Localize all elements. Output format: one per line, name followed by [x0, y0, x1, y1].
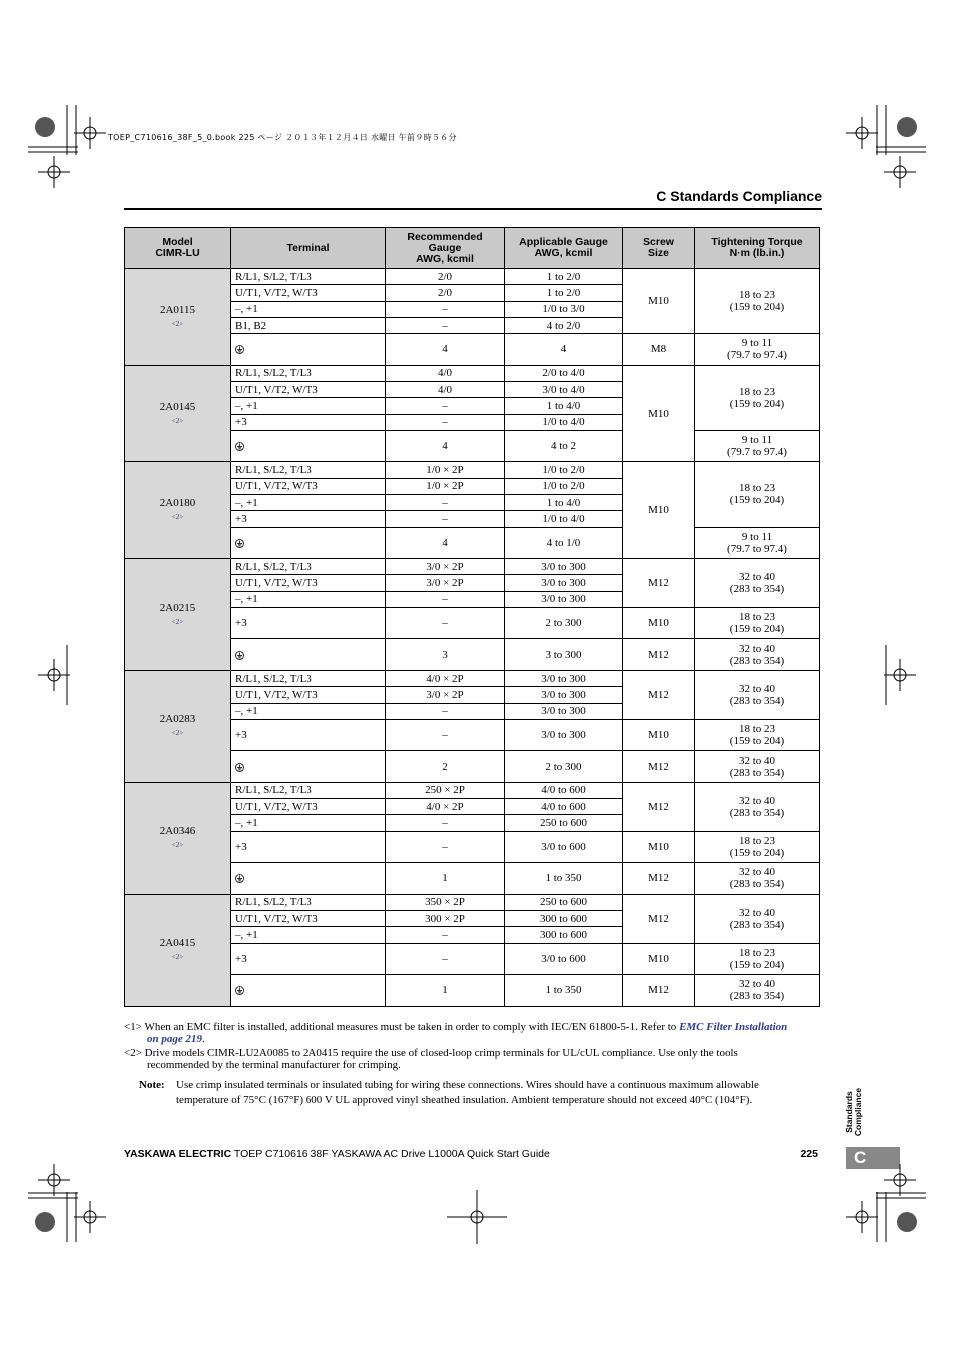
recommended-gauge-cell: – — [386, 398, 505, 414]
terminal-header-text: Terminal — [286, 241, 330, 254]
terminal-cell: U/T1, V/T2, W/T3 — [231, 687, 386, 703]
recommended-gauge-cell: – — [386, 943, 505, 975]
terminal-cell: R/L1, S/L2, T/L3 — [231, 894, 386, 910]
recommended-gauge-cell: 4 — [386, 527, 505, 559]
applicable-gauge-cell: 1 to 4/0 — [505, 494, 623, 510]
applicable-gauge-cell: 300 to 600 — [505, 927, 623, 943]
terminal-cell: –, +1 — [231, 703, 386, 719]
recommended-gauge-cell: 4/0 — [386, 365, 505, 381]
tightening-torque-cell: 32 to 40 (283 to 354) — [695, 975, 820, 1007]
torque-header-text: Tightening Torque N·m (lb.in.) — [711, 236, 803, 259]
recommended-gauge-cell: – — [386, 831, 505, 863]
recommended-gauge-cell: – — [386, 927, 505, 943]
tightening-torque-cell: 32 to 40 (283 to 354) — [695, 751, 820, 783]
terminal-cell: R/L1, S/L2, T/L3 — [231, 462, 386, 478]
applicable-gauge-cell: 1 to 4/0 — [505, 398, 623, 414]
terminal-cell: –, +1 — [231, 494, 386, 510]
footnote-2: <2> Drive models CIMR-LU2A0085 to 2A0415 require the use of closed-loop crimp terminals for UL/cUL compliance. Use only the tools recommended by the terminal manufacturer for crimping. — [124, 1047, 738, 1071]
screw-size-cell: M10 — [623, 831, 695, 863]
recommended-gauge-cell: 3/0 × 2P — [386, 559, 505, 575]
terminal-cell: R/L1, S/L2, T/L3 — [231, 365, 386, 381]
recommended-gauge-cell: 4/0 × 2P — [386, 670, 505, 686]
applicable-gauge-cell: 3/0 to 300 — [505, 670, 623, 686]
file-info-header: TOEP_C710616_38F_5_0.book 225 ページ ２０１３年１２月４日 水曜日 午前９時５６分 — [108, 133, 457, 142]
applicable-gauge-cell: 4 — [505, 334, 623, 366]
screw-size-cell: M12 — [623, 782, 695, 831]
applicable-gauge-cell: 1 to 2/0 — [505, 285, 623, 301]
recommended-header-text: Recommended Gauge AWG, kcmil — [407, 230, 483, 265]
emc-filter-link[interactable]: EMC Filter Installation on page 219 — [147, 1021, 788, 1045]
applicable-gauge-cell: 3/0 to 300 — [505, 687, 623, 703]
recommended-gauge-cell: 250 × 2P — [386, 782, 505, 798]
terminal-cell: U/T1, V/T2, W/T3 — [231, 285, 386, 301]
applicable-gauge-cell: 3/0 to 300 — [505, 575, 623, 591]
screw-size-cell: M12 — [623, 863, 695, 895]
tightening-torque-cell: 18 to 23 (159 to 204) — [695, 719, 820, 751]
footnote-ref-link[interactable]: <2> — [171, 319, 184, 328]
footnote-ref-link[interactable]: <2> — [171, 841, 184, 850]
tightening-torque-cell: 32 to 40 (283 to 354) — [695, 639, 820, 671]
applicable-gauge-cell: 2/0 to 4/0 — [505, 365, 623, 381]
model-header-text: Model CIMR-LU — [155, 236, 200, 259]
screw-size-cell: M10 — [623, 719, 695, 751]
applicable-gauge-cell: 3/0 to 600 — [505, 943, 623, 975]
terminal-cell: +3 — [231, 511, 386, 527]
terminal-cell: U/T1, V/T2, W/T3 — [231, 911, 386, 927]
terminal-cell: R/L1, S/L2, T/L3 — [231, 269, 386, 285]
terminal-cell: U/T1, V/T2, W/T3 — [231, 478, 386, 494]
recommended-gauge-cell: 2/0 — [386, 269, 505, 285]
terminal-cell: –, +1 — [231, 815, 386, 831]
terminal-cell: U/T1, V/T2, W/T3 — [231, 799, 386, 815]
applicable-gauge-cell: 4 to 2 — [505, 430, 623, 462]
recommended-gauge-cell: – — [386, 414, 505, 430]
side-tab-text: Standards Compliance — [844, 1087, 863, 1137]
applicable-gauge-cell: 1/0 to 2/0 — [505, 478, 623, 494]
recommended-gauge-cell: 1/0 × 2P — [386, 478, 505, 494]
screw-size-cell: M10 — [623, 462, 695, 559]
tightening-torque-cell: 18 to 23 (159 to 204) — [695, 831, 820, 863]
screw-size-cell: M10 — [623, 943, 695, 975]
terminal-cell: –, +1 — [231, 927, 386, 943]
recommended-gauge-cell: 350 × 2P — [386, 894, 505, 910]
screw-header-text: Screw Size — [643, 236, 674, 259]
screw-size-cell: M12 — [623, 670, 695, 719]
footnote-ref-link[interactable]: <2> — [171, 729, 184, 738]
recommended-gauge-cell: 3 — [386, 639, 505, 671]
tightening-torque-cell: 18 to 23 (159 to 204) — [695, 365, 820, 430]
screw-size-cell: M12 — [623, 751, 695, 783]
page-number: 225 — [800, 1148, 818, 1160]
model-number: 2A0145 — [159, 400, 196, 413]
tightening-torque-cell: 9 to 11 (79.7 to 97.4) — [695, 334, 820, 366]
screw-size-cell: M12 — [623, 559, 695, 608]
tightening-torque-cell: 9 to 11 (79.7 to 97.4) — [695, 430, 820, 462]
applicable-gauge-cell: 3/0 to 600 — [505, 831, 623, 863]
recommended-gauge-cell: – — [386, 719, 505, 751]
model-number: 2A0283 — [159, 713, 196, 726]
note-text: Use crimp insulated terminals or insulated tubing for wiring these connections. Wires should have a continuous maximum allowable temperature of 75°C (167°F) 600 V UL approved vinyl sheathed insulation. Ambient temperature should not exceed 40°C (104°F). — [176, 1079, 759, 1106]
terminal-cell: +3 — [231, 719, 386, 751]
recommended-gauge-cell: 2/0 — [386, 285, 505, 301]
applicable-gauge-cell: 1 to 350 — [505, 975, 623, 1007]
applicable-gauge-cell: 1/0 to 3/0 — [505, 301, 623, 317]
terminal-cell: +3 — [231, 943, 386, 975]
recommended-gauge-cell: 2 — [386, 751, 505, 783]
recommended-gauge-cell: 1/0 × 2P — [386, 462, 505, 478]
applicable-gauge-cell: 1/0 to 2/0 — [505, 462, 623, 478]
applicable-gauge-cell: 2 to 300 — [505, 751, 623, 783]
applicable-gauge-cell: 300 to 600 — [505, 911, 623, 927]
screw-size-cell: M8 — [623, 334, 695, 366]
model-number: 2A0415 — [159, 937, 196, 950]
recommended-gauge-cell: – — [386, 591, 505, 607]
recommended-gauge-cell: – — [386, 301, 505, 317]
applicable-gauge-cell: 1 to 350 — [505, 863, 623, 895]
footer-doc-title: TOEP C710616 38F YASKAWA AC Drive L1000A Quick Start Guide — [231, 1148, 550, 1160]
recommended-gauge-cell: 4 — [386, 430, 505, 462]
applicable-gauge-cell: 2 to 300 — [505, 607, 623, 639]
model-number: 2A0180 — [159, 497, 196, 510]
applicable-gauge-cell: 3/0 to 4/0 — [505, 381, 623, 397]
recommended-gauge-cell: 300 × 2P — [386, 911, 505, 927]
applicable-gauge-cell: 3/0 to 300 — [505, 719, 623, 751]
footnote-ref-link[interactable]: <2> — [171, 513, 184, 522]
terminal-cell: R/L1, S/L2, T/L3 — [231, 670, 386, 686]
terminal-cell: U/T1, V/T2, W/T3 — [231, 575, 386, 591]
recommended-gauge-cell: – — [386, 703, 505, 719]
terminal-cell: –, +1 — [231, 398, 386, 414]
applicable-gauge-cell: 1/0 to 4/0 — [505, 511, 623, 527]
recommended-gauge-cell: – — [386, 815, 505, 831]
terminal-cell: –, +1 — [231, 591, 386, 607]
tightening-torque-cell: 18 to 23 (159 to 204) — [695, 462, 820, 527]
tightening-torque-cell: 18 to 23 (159 to 204) — [695, 607, 820, 639]
chapter-tab-letter: C — [854, 1148, 867, 1167]
footnote-ref-link[interactable]: <2> — [171, 953, 184, 962]
applicable-gauge-cell: 3/0 to 300 — [505, 591, 623, 607]
terminal-cell: B1, B2 — [231, 317, 386, 333]
recommended-gauge-cell: 4/0 — [386, 381, 505, 397]
tightening-torque-cell: 32 to 40 (283 to 354) — [695, 863, 820, 895]
applicable-header-text: Applicable Gauge AWG, kcmil — [519, 236, 608, 259]
recommended-gauge-cell: 3/0 × 2P — [386, 575, 505, 591]
recommended-gauge-cell: 3/0 × 2P — [386, 687, 505, 703]
applicable-gauge-cell: 3 to 300 — [505, 639, 623, 671]
tightening-torque-cell: 32 to 40 (283 to 354) — [695, 670, 820, 719]
recommended-gauge-cell: – — [386, 317, 505, 333]
screw-size-cell: M10 — [623, 269, 695, 334]
tightening-torque-cell: 18 to 23 (159 to 204) — [695, 943, 820, 975]
applicable-gauge-cell: 3/0 to 300 — [505, 559, 623, 575]
applicable-gauge-cell: 1/0 to 4/0 — [505, 414, 623, 430]
screw-size-cell: M10 — [623, 365, 695, 462]
terminal-cell: +3 — [231, 831, 386, 863]
terminal-cell: +3 — [231, 414, 386, 430]
applicable-gauge-cell: 4 to 1/0 — [505, 527, 623, 559]
footer-brand: YASKAWA ELECTRIC — [124, 1148, 232, 1160]
terminal-cell: –, +1 — [231, 301, 386, 317]
footnote-1-suffix: . — [202, 1033, 205, 1045]
recommended-gauge-cell: 1 — [386, 863, 505, 895]
terminal-cell: R/L1, S/L2, T/L3 — [231, 782, 386, 798]
screw-size-cell: M12 — [623, 975, 695, 1007]
terminal-cell: U/T1, V/T2, W/T3 — [231, 381, 386, 397]
applicable-gauge-cell: 4/0 to 600 — [505, 782, 623, 798]
applicable-gauge-cell: 4/0 to 600 — [505, 799, 623, 815]
tightening-torque-cell: 32 to 40 (283 to 354) — [695, 782, 820, 831]
footnote-1-text: <1> When an EMC filter is installed, additional measures must be taken in order to comply with IEC/EN 61800-5-1. Refer to — [124, 1021, 680, 1033]
recommended-gauge-cell: 4/0 × 2P — [386, 799, 505, 815]
tightening-torque-cell: 18 to 23 (159 to 204) — [695, 269, 820, 334]
screw-size-cell: M12 — [623, 639, 695, 671]
applicable-gauge-cell: 250 to 600 — [505, 815, 623, 831]
model-number: 2A0346 — [159, 825, 196, 838]
footnote-ref-link[interactable]: <2> — [171, 617, 184, 626]
terminal-cell: +3 — [231, 607, 386, 639]
terminal-cell: R/L1, S/L2, T/L3 — [231, 559, 386, 575]
applicable-gauge-cell: 250 to 600 — [505, 894, 623, 910]
applicable-gauge-cell: 1 to 2/0 — [505, 269, 623, 285]
section-title: C Standards Compliance — [656, 188, 822, 204]
applicable-gauge-cell: 4 to 2/0 — [505, 317, 623, 333]
recommended-gauge-cell: 1 — [386, 975, 505, 1007]
screw-size-cell: M10 — [623, 607, 695, 639]
note-label: Note: — [139, 1079, 165, 1091]
recommended-gauge-cell: – — [386, 607, 505, 639]
recommended-gauge-cell: 4 — [386, 334, 505, 366]
footnote-ref-link[interactable]: <2> — [171, 416, 184, 425]
tightening-torque-cell: 9 to 11 (79.7 to 97.4) — [695, 527, 820, 559]
tightening-torque-cell: 32 to 40 (283 to 354) — [695, 894, 820, 943]
recommended-gauge-cell: – — [386, 511, 505, 527]
screw-size-cell: M12 — [623, 894, 695, 943]
applicable-gauge-cell: 3/0 to 300 — [505, 703, 623, 719]
tightening-torque-cell: 32 to 40 (283 to 354) — [695, 559, 820, 608]
recommended-gauge-cell: – — [386, 494, 505, 510]
model-number: 2A0115 — [159, 303, 196, 316]
model-number: 2A0215 — [159, 601, 196, 614]
